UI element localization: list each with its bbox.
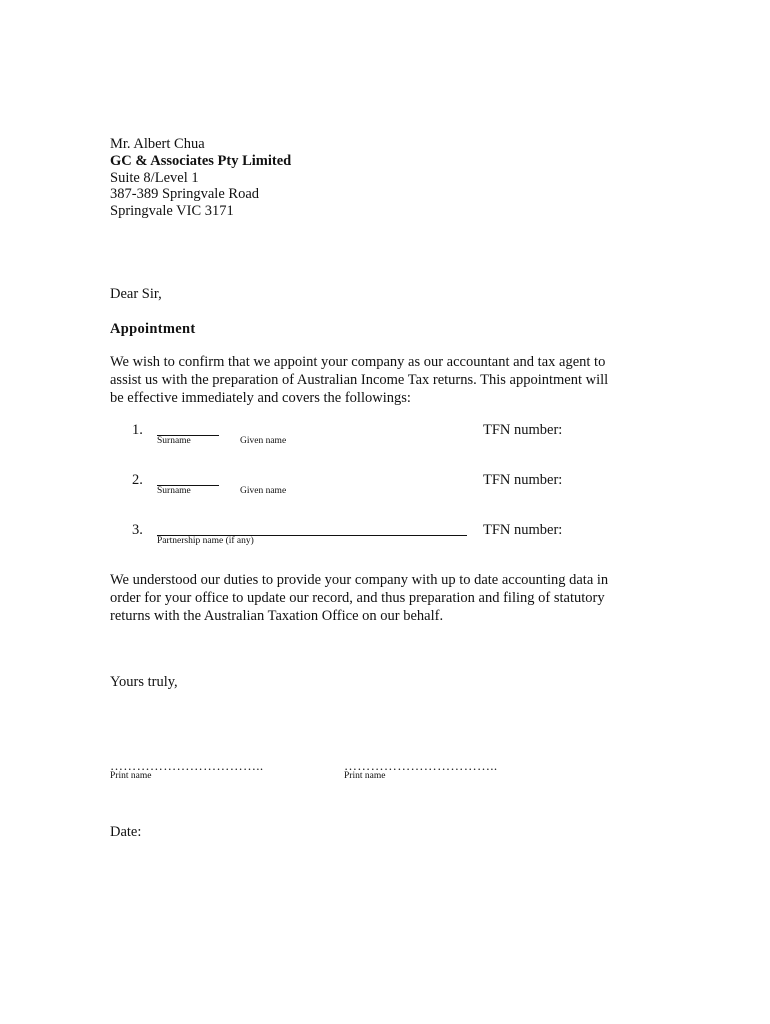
intro-line: be effective immediately and covers the followings:	[110, 390, 411, 406]
intro-line: assist us with the preparation of Australian Income Tax returns. This appointment will	[110, 372, 609, 388]
entry-2-number: 2.	[132, 472, 143, 488]
date-label: Date:	[110, 824, 142, 840]
entry-1-tfn-label: TFN number:	[483, 422, 563, 438]
entry-2-tfn-label: TFN number:	[483, 472, 563, 488]
entry-3-tfn-label: TFN number:	[483, 522, 563, 538]
duties-line: returns with the Australian Taxation Office on our behalf.	[110, 608, 444, 624]
duties-line: We understood our duties to provide your company with up to date accounting data in	[110, 572, 609, 588]
recipient-address-line2: 387-389 Springvale Road	[110, 186, 260, 202]
recipient-address-line1: Suite 8/Level 1	[110, 170, 199, 186]
intro-line: We wish to confirm that we appoint your company as our accountant and tax agent to	[110, 354, 606, 370]
recipient-company: GC & Associates Pty Limited	[110, 153, 292, 169]
entry-1-surname-label: Surname	[157, 436, 191, 446]
recipient-name: Mr. Albert Chua	[110, 136, 205, 152]
intro-paragraph	[110, 353, 670, 407]
signature-2-print-name-label: Print name	[344, 771, 386, 781]
signature-1-dotted-line[interactable]: ……………………………..	[110, 758, 264, 773]
subject-heading: Appointment	[110, 321, 196, 337]
entry-3-number: 3.	[132, 522, 143, 538]
salutation: Dear Sir,	[110, 286, 162, 302]
duties-line: order for your office to update our record, and thus preparation and filing of statutory	[110, 590, 605, 606]
entry-3-partnership-label: Partnership name (if any)	[157, 536, 254, 546]
signature-2-dotted-line[interactable]: ……………………………..	[344, 758, 498, 773]
entry-2-given-name-label: Given name	[240, 486, 287, 496]
recipient-address-line3: Springvale VIC 3171	[110, 203, 234, 219]
closing: Yours truly,	[110, 674, 178, 690]
duties-paragraph	[110, 571, 670, 625]
entry-1-given-name-label: Given name	[240, 436, 287, 446]
signature-1-print-name-label: Print name	[110, 771, 152, 781]
entry-1-number: 1.	[132, 422, 143, 438]
entry-2-surname-label: Surname	[157, 486, 191, 496]
